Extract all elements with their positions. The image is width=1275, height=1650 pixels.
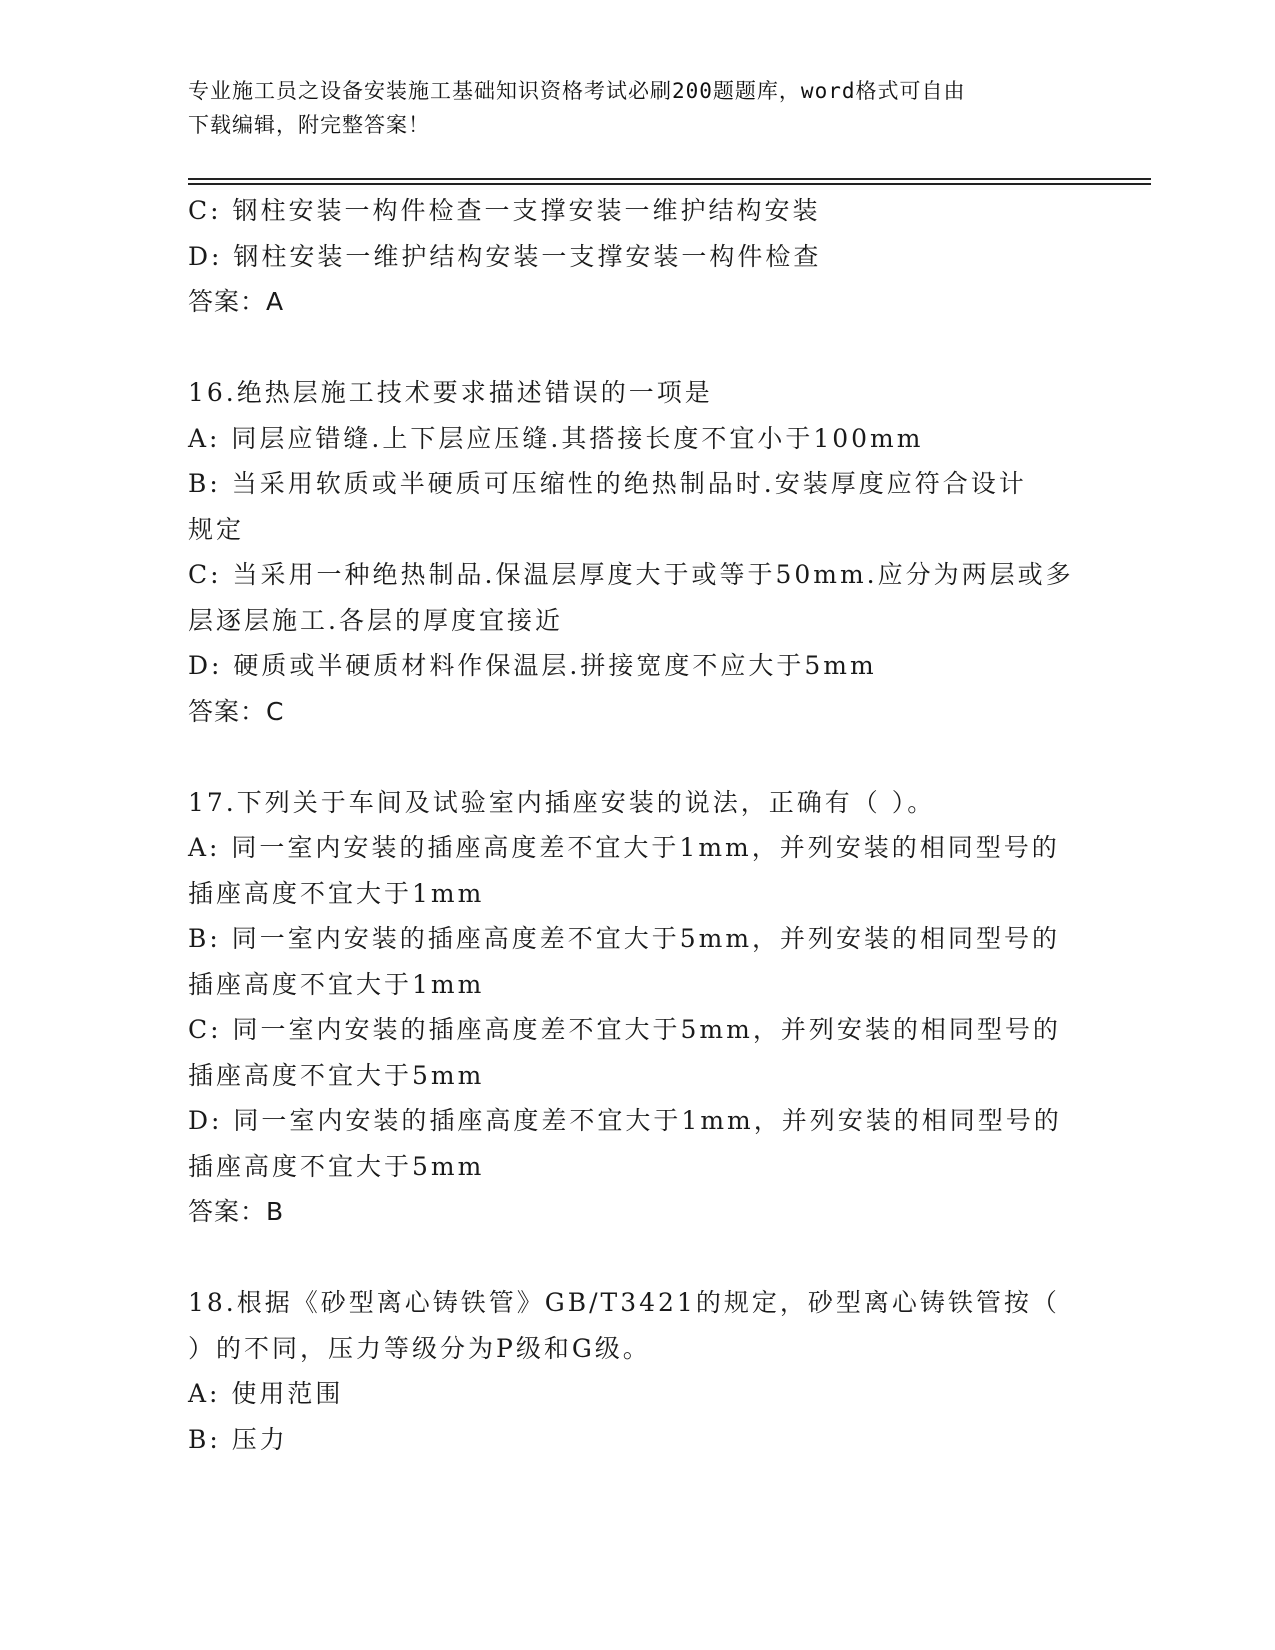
question-18: [188, 1280, 1088, 1462]
answer: 答案：C: [188, 696, 285, 726]
option-b-line-2: 插座高度不宜大于1mm: [188, 969, 485, 999]
option-a: A: 同层应错缝.上下层应压缝.其搭接长度不宜小于100mm: [188, 423, 924, 453]
answer: 答案：A: [188, 287, 285, 316]
document-header: [188, 74, 1088, 142]
question-stem: 16.绝热层施工技术要求描述错误的一项是: [188, 378, 713, 407]
question-16: [188, 370, 1088, 734]
option-a-line-1: A: 同一室内安装的插座高度差不宜大于1mm，并列安装的相同型号的: [188, 833, 1060, 862]
question-stem-line-2: ）的不同，压力等级分为P级和G级。: [188, 1333, 651, 1363]
header-divider-top: [188, 178, 1151, 180]
spacer: [188, 325, 1088, 371]
question-stem-line-1: 18.根据《砂型离心铸铁管》GB/T3421的规定，砂型离心铸铁管按（: [188, 1288, 1060, 1317]
answer: 答案：B: [188, 1197, 285, 1226]
question-content: [188, 188, 1088, 1462]
option-a-line-2: 插座高度不宜大于1mm: [188, 878, 485, 908]
question-17: [188, 780, 1088, 1235]
option-b-line-1: B: 同一室内安装的插座高度差不宜大于5mm，并列安装的相同型号的: [188, 924, 1061, 953]
header-divider-bottom: [188, 183, 1151, 185]
option-d: D: 钢柱安装一维护结构安装一支撑安装一构件检查: [188, 241, 822, 271]
option-c-line-1: C: 当采用一种绝热制品.保温层厚度大于或等于50mm.应分为两层或多: [188, 560, 1074, 589]
spacer: [188, 1235, 1088, 1281]
option-b-line-2: 规定: [188, 514, 245, 544]
option-c: C: 钢柱安装一构件检查一支撑安装一维护结构安装: [188, 196, 821, 225]
spacer: [188, 734, 1088, 780]
option-c-line-2: 插座高度不宜大于5mm: [188, 1060, 485, 1090]
option-b: B: 压力: [188, 1424, 288, 1454]
question-15: [188, 188, 1088, 325]
option-a: A: 使用范围: [188, 1379, 344, 1408]
option-b-line-1: B: 当采用软质或半硬质可压缩性的绝热制品时.安装厚度应符合设计: [188, 469, 1027, 498]
option-c-line-1: C: 同一室内安装的插座高度差不宜大于5mm，并列安装的相同型号的: [188, 1015, 1061, 1044]
option-d: D: 硬质或半硬质材料作保温层.拼接宽度不应大于5mm: [188, 651, 877, 680]
question-stem: 17.下列关于车间及试验室内插座安装的说法，正确有（ ）。: [188, 787, 936, 817]
option-c-line-2: 层逐层施工.各层的厚度宜接近: [188, 605, 563, 635]
option-d-line-1: D: 同一室内安装的插座高度差不宜大于1mm，并列安装的相同型号的: [188, 1106, 1062, 1135]
header-title-line-2: 下载编辑，附完整答案！: [188, 113, 430, 137]
header-title-line-1: 专业施工员之设备安装施工基础知识资格考试必刷200题题库，word格式可自由: [188, 79, 966, 103]
option-d-line-2: 插座高度不宜大于5mm: [188, 1151, 485, 1181]
